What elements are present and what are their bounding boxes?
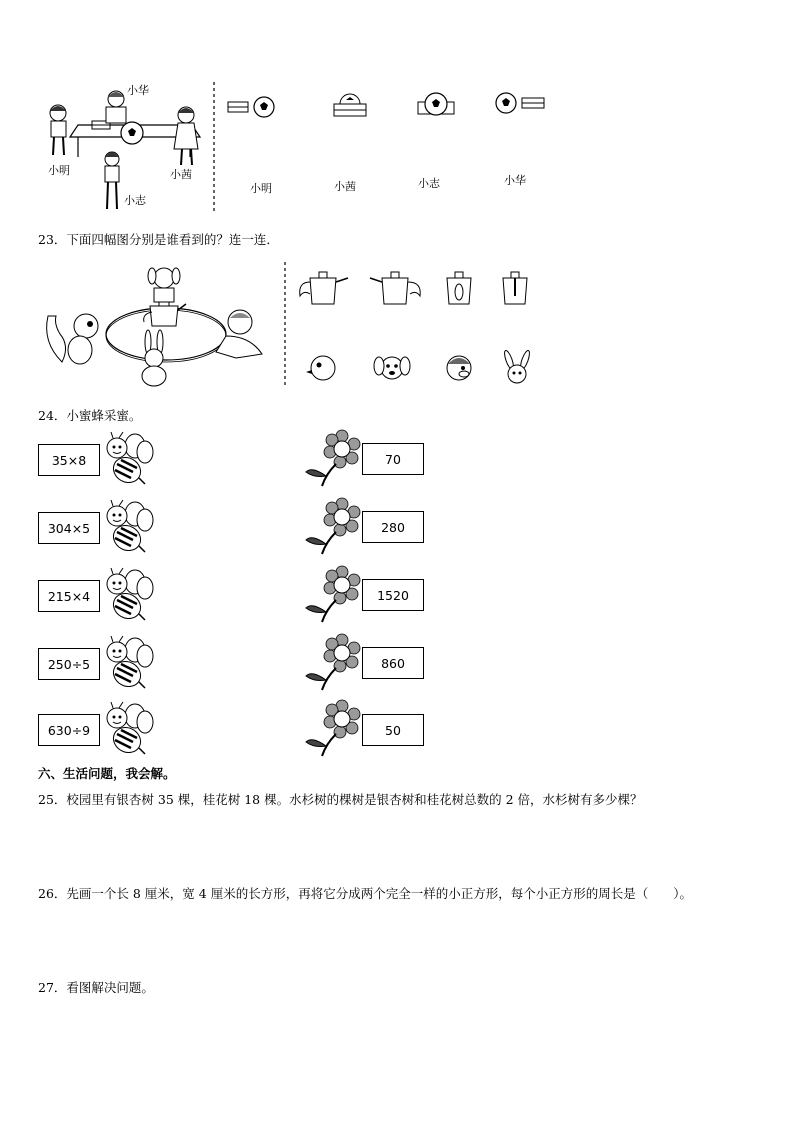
bee-icon <box>101 432 155 488</box>
teapot-view-2-icon <box>368 266 424 310</box>
label-xiaoxi: 小茜 <box>170 168 192 181</box>
view-label-4: 小华 <box>504 174 526 187</box>
label-xiaohua: 小华 <box>127 84 149 97</box>
label-xiaoming: 小明 <box>48 164 70 177</box>
q23-divider <box>283 262 287 388</box>
bird-head-icon <box>306 352 340 384</box>
expression-box[interactable]: 35×8 <box>38 444 100 476</box>
label-xiaozhi: 小志 <box>124 194 146 207</box>
flower-icon <box>304 430 360 488</box>
q25-text: 25．校园里有银杏树 35 棵，桂花树 18 棵。水杉树的棵树是银杏树和桂花树总数的 2 倍，水杉树有多少棵？ <box>38 792 643 807</box>
flower-icon <box>304 566 360 624</box>
teapot-view-4-icon <box>498 266 532 310</box>
q24-text: 24．小蜜蜂采蜜。 <box>38 408 142 423</box>
teapot-view-1-icon <box>296 266 352 310</box>
dog-head-icon <box>372 350 412 386</box>
answer-box[interactable]: 70 <box>362 443 424 475</box>
view-1-box-ball <box>226 96 280 122</box>
rabbit-head-icon <box>500 350 534 386</box>
view-4-ball-box <box>492 92 548 118</box>
expression-box[interactable]: 215×4 <box>38 580 100 612</box>
q22-divider <box>212 82 216 212</box>
q26-text: 26．先画一个长 8 厘米，宽 4 厘米的长方形，再将它分成两个完全一样的小正方形，每个小正方形的周长是（ ）。 <box>38 886 692 901</box>
expression-box[interactable]: 250÷5 <box>38 648 100 680</box>
q23-text: 23．下面四幅图分别是谁看到的？连一连． <box>38 232 279 247</box>
bee-icon <box>101 636 155 692</box>
view-label-2: 小茜 <box>334 180 356 193</box>
answer-box[interactable]: 280 <box>362 511 424 543</box>
answer-box[interactable]: 860 <box>362 647 424 679</box>
bee-icon <box>101 702 155 758</box>
teapot-view-3-icon <box>442 266 476 310</box>
view-2-ball-behind-box <box>330 94 370 120</box>
flower-icon <box>304 634 360 692</box>
monkey-head-icon <box>442 352 476 384</box>
view-label-3: 小志 <box>418 177 440 190</box>
bee-icon <box>101 500 155 556</box>
q27-text: 27．看图解决问题。 <box>38 980 154 995</box>
expression-box[interactable]: 630÷9 <box>38 714 100 746</box>
flower-icon <box>304 498 360 556</box>
answer-box[interactable]: 50 <box>362 714 424 746</box>
flower-icon <box>304 700 360 758</box>
view-3-ball-front-box <box>416 92 456 120</box>
view-label-1: 小明 <box>250 182 272 195</box>
q23-scene-illustration <box>40 262 272 390</box>
expression-box[interactable]: 304×5 <box>38 512 100 544</box>
bee-icon <box>101 568 155 624</box>
answer-box[interactable]: 1520 <box>362 579 424 611</box>
section-six-heading: 六、生活问题，我会解。 <box>38 766 176 781</box>
